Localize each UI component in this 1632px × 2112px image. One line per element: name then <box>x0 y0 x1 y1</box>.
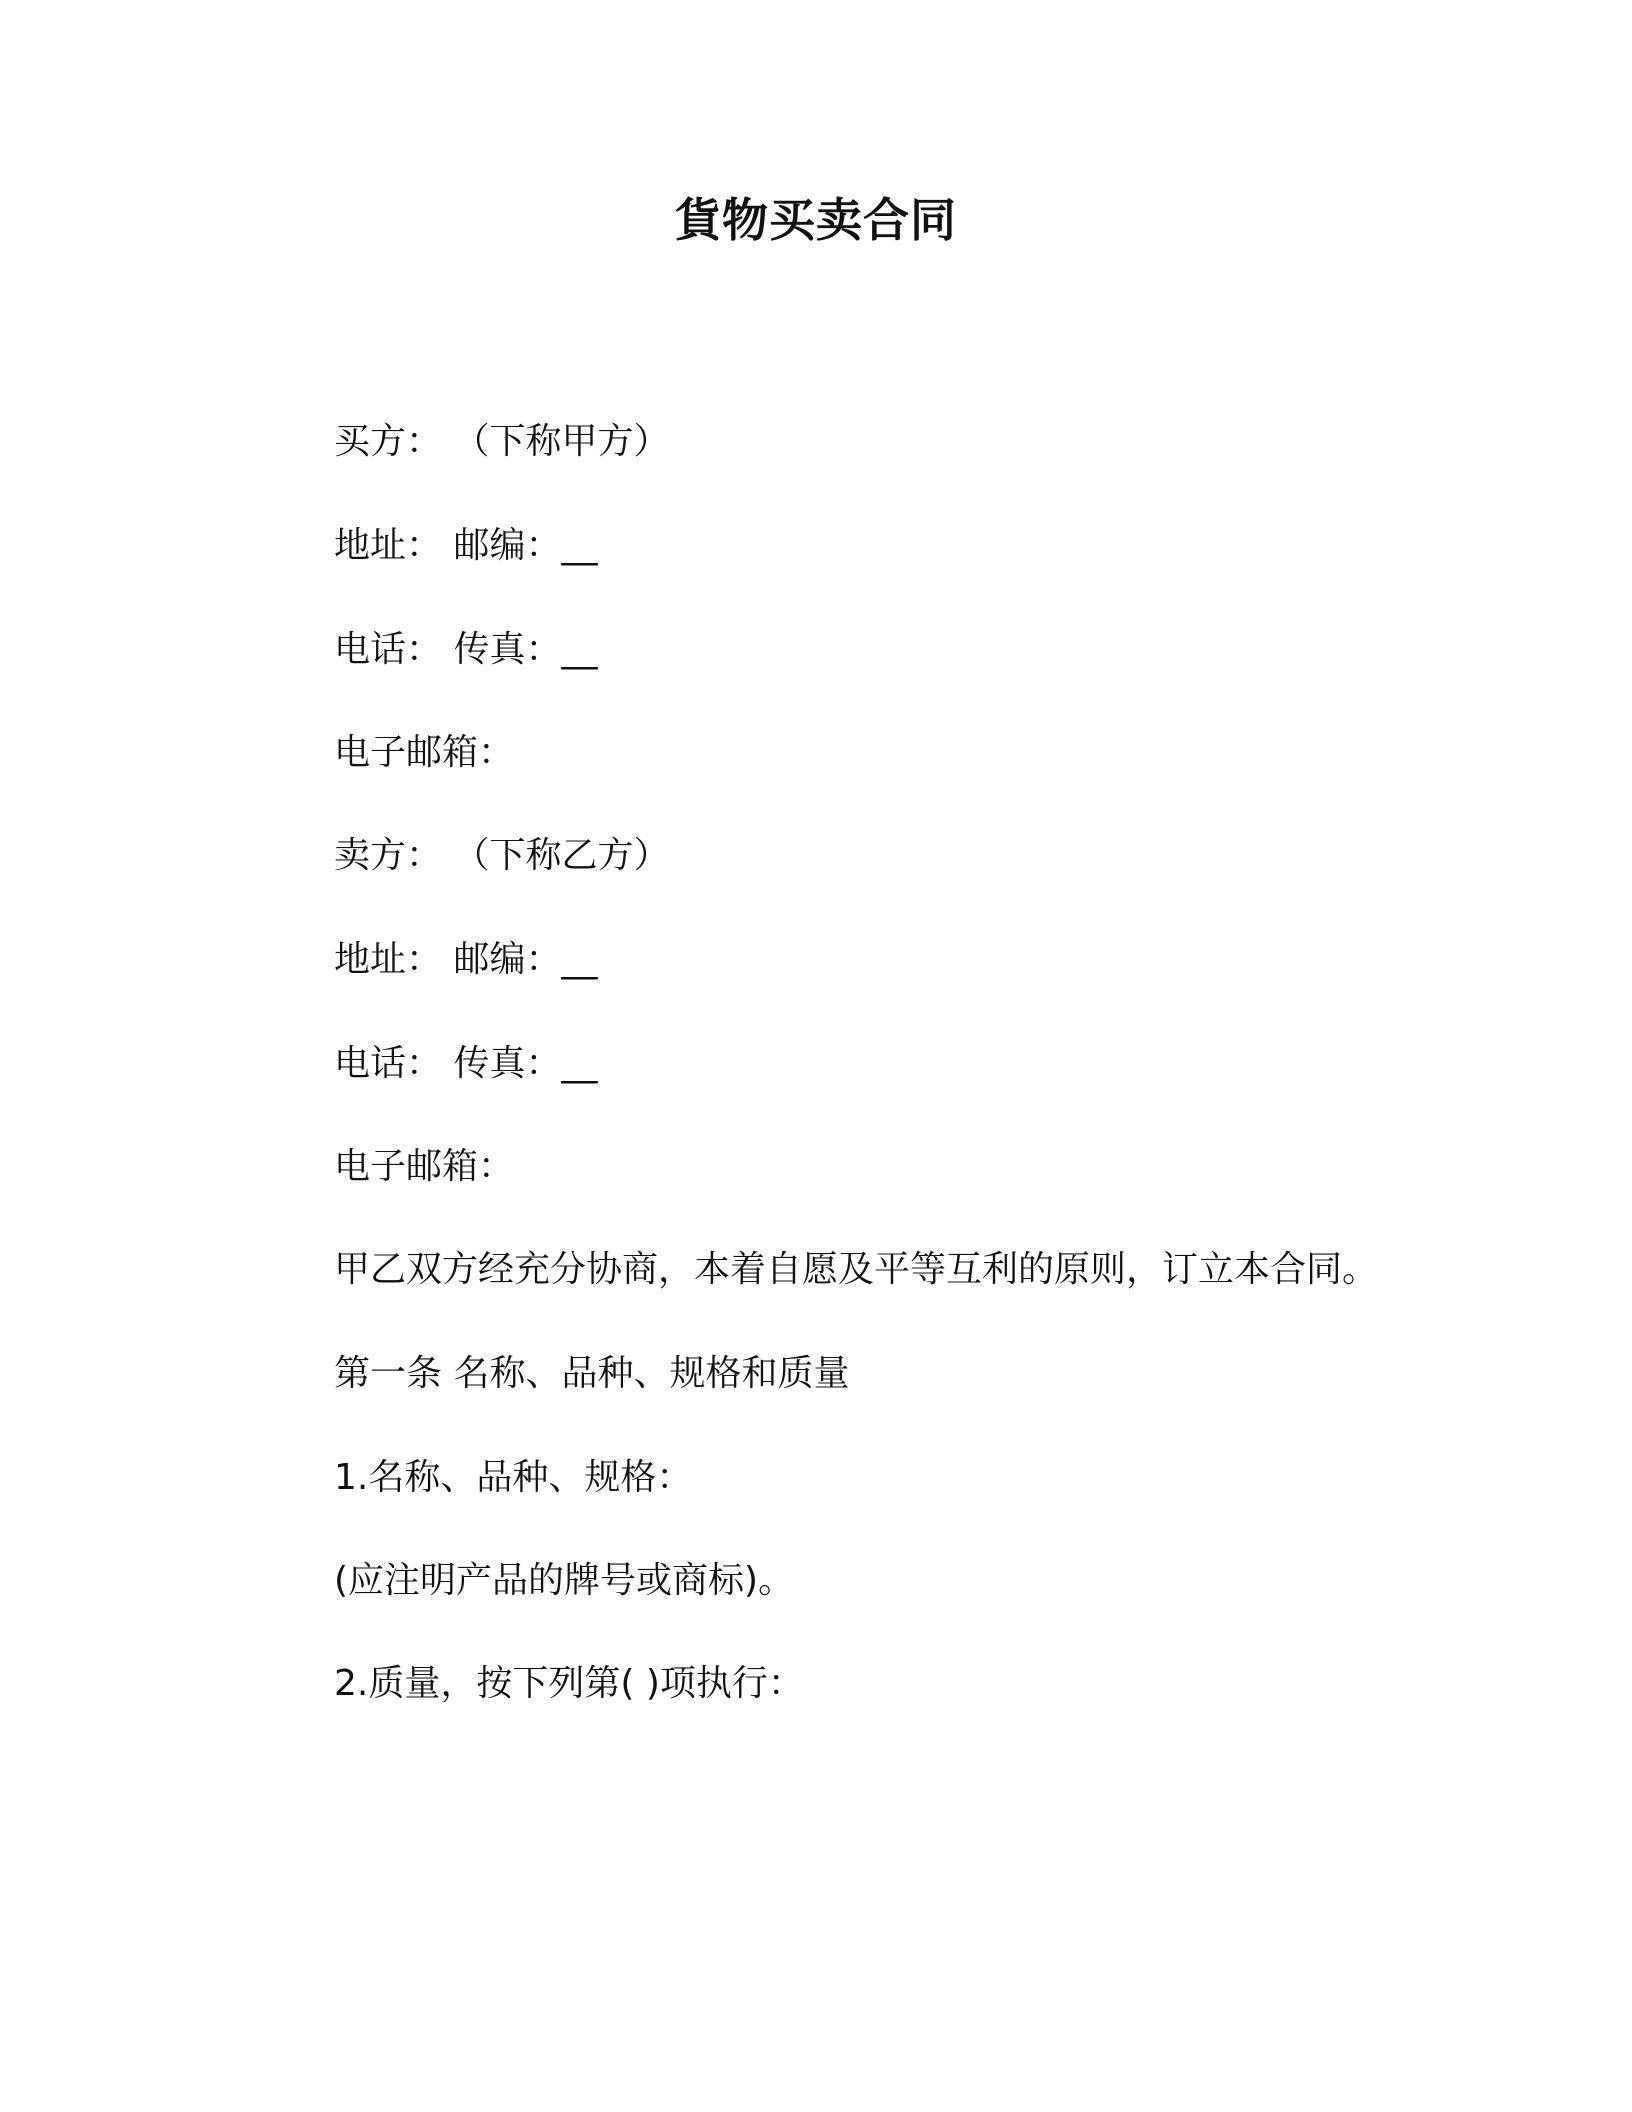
buyer-email-line: 电子邮箱： <box>334 732 515 773</box>
buyer-address-line: 地址： 邮编：__ <box>334 525 598 566</box>
buyer-line: 买方： （下称甲方） <box>334 421 670 462</box>
item-1-name: 1.名称、品种、规格： <box>334 1457 693 1498</box>
buyer-phone-line: 电话： 传真：__ <box>334 629 598 670</box>
seller-line: 卖方： （下称乙方） <box>334 835 670 876</box>
item-2-quality: 2.质量，按下列第( )项执行： <box>334 1663 804 1704</box>
item-1-note: (应注明产品的牌号或商标)。 <box>334 1560 795 1601</box>
seller-phone-line: 电话： 传真：__ <box>334 1043 598 1084</box>
agreement-intro: 甲乙双方经充分协商，本着自愿及平等互利的原则，订立本合同。 <box>334 1249 1379 1290</box>
article-one-heading: 第一条 名称、品种、规格和质量 <box>334 1353 850 1394</box>
seller-email-line: 电子邮箱： <box>334 1146 515 1187</box>
document-title: 貨物买卖合同 <box>675 193 957 247</box>
seller-address-line: 地址： 邮编：__ <box>334 939 598 980</box>
